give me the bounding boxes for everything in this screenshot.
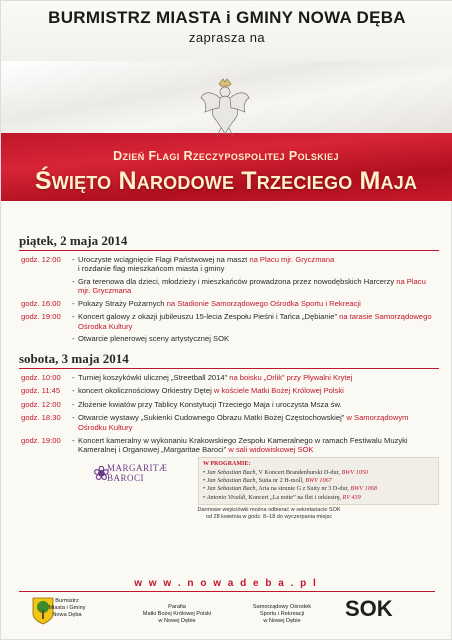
program-box — [198, 457, 439, 504]
footer-divider — [19, 591, 435, 592]
margaritae-baroci-logo — [93, 457, 198, 501]
event-time — [19, 277, 72, 296]
day-heading: sobota, 3 maja 2014 — [19, 351, 439, 369]
program-schedule — [19, 211, 439, 521]
white-eagle-emblem-icon — [199, 76, 251, 138]
event-description: Gra terenowa dla dzieci, młodzieży i mieszkańców prowadzona przez nowodębskich Harcerzy na Placu mjr. Gryczmana — [78, 276, 426, 295]
logo-burmistrz-text: Burmistrz Miasta i Gminy Nowa Dęba — [48, 598, 86, 618]
event-row: godz. 12:00 - Uroczyste wciągnięcie Flagi Państwowej na maszt na Placu mjr. Gryczmana i rozdanie flag mieszkańcom miasta i gminy — [19, 255, 439, 274]
event-description: Otwarcie wystawy „Sukienki Cudownego Obrazu Matki Bożej Częstochowskiej” w Samorządowym Ośrodku Kultury — [78, 413, 409, 432]
program-heading: W PROGRAMIE: — [203, 461, 251, 468]
sponsor-logos — [1, 596, 452, 640]
website-link[interactable]: w w w . n o w a d e b a . p l — [134, 578, 318, 589]
event-time: godz. 18:30 — [21, 413, 61, 423]
banner-subtitle: Dzień Flagi Rzeczypospolitej Polskiej — [113, 149, 339, 163]
event-description: Turniej koszykówki ulicznej „Streetball 2014” na boisku „Orlik” przy Pływalni Krytej — [78, 373, 353, 383]
event-description: Uroczyste wciągnięcie Flagi Państwowej na maszt na Placu mjr. Gryczmana i rozdanie flag mieszkańcom miasta i gminy — [78, 255, 335, 274]
day-heading: piątek, 2 maja 2014 — [19, 233, 439, 251]
event-time: godz. 12:00 — [21, 399, 61, 409]
event-description: Pokazy Straży Pożarnych na Stadionie Samorządowego Ośrodka Sportu i Rekreacji — [78, 299, 361, 309]
event-row: godz. 12:00 - Złożenie kwiatów przy Tablicy Konstytucji Trzeciego Maja i uroczysta Msza św. — [19, 400, 439, 409]
invites-text: zaprasza na — [188, 30, 266, 45]
event-row: godz. 19:00 - Koncert galowy z okazji jubileuszu 15-lecia Zespołu Pieśni i Tańca „Dębianie” na tarasie Samorządowego Ośrodka Kultury — [19, 312, 439, 331]
event-row: - Gra terenowa dla dzieci, młodzieży i mieszkańców prowadzona przez nowodębskich Harcerzy na Placu mjr. Gryczmana — [19, 277, 439, 296]
event-time: godz. 16:00 — [21, 299, 61, 309]
ticket-note: Darmowe wejściówki można odbierać w sekretariacie SOK od 28 kwietnia w godz. 8–18 do wyczerpania miejsc — [197, 506, 341, 520]
event-row: godz. 18:30 - Otwarcie wystawy „Sukienki Cudownego Obrazu Matki Bożej Częstochowskiej” w Samorządowym Ośrodku Kultury — [19, 413, 439, 432]
event-time: godz. 19:00 — [21, 312, 61, 322]
event-time: godz. 11:45 — [21, 385, 61, 395]
event-description: Złożenie kwiatów przy Tablicy Konstytucji Trzeciego Maja i uroczysta Msza św. — [78, 399, 342, 409]
concert-program — [19, 457, 439, 504]
program-item: • Jan Sebastian Bach, Suita nr 2 H-moll, BWV 1067 — [203, 477, 332, 485]
logo-sosir-text: Samorządowy Ośrodek Sportu i Rekreacji w Nowej Dębie — [252, 604, 312, 624]
event-description: Koncert galowy z okazji jubileuszu 15-lecia Zespołu Pieśni i Tańca „Dębianie” na tarasie Samorządowego Ośrodka Kultury — [78, 312, 432, 331]
program-item: • Jan Sebastian Bach, Aria na strunie G z Suity nr 3 D-dur, BWV 1068 — [203, 485, 378, 493]
event-row: godz. 19:00 - Koncert kameralny w wykonaniu Krakowskiego Zespołu Kameralnego w ramach Festiwalu Muzyki Kameralnej i Organowej „Margaritae Baroci” w sali widowiskowej SOK — [19, 436, 439, 455]
festival-logo-text: MARGARITÆ BAROCI — [107, 463, 168, 484]
program-item: • Antonio Vivaldi, Koncert „La notte” na flet i orkiestrę, RV 439 — [203, 493, 361, 501]
event-description: Koncert kameralny w wykonaniu Krakowskiego Zespołu Kameralnego w ramach Festiwalu Muzyki Kameralnej i Organowej „Margaritae Baroci” w sali widowiskowej SOK — [78, 435, 408, 455]
sok-logo: SOK — [345, 596, 393, 621]
organizer-title: BURMISTRZ MIASTA i GMINY NOWA DĘBA — [48, 8, 406, 27]
program-item: • Jan Sebastian Bach, V Koncert Brandenburski D-dur, BWV 1050 — [203, 468, 369, 476]
logo-parafia-text: Parafia Matki Bożej Królowej Polski w Nowej Dębie — [142, 604, 212, 624]
banner-title: Święto Narodowe Trzeciego Maja — [34, 167, 418, 195]
event-time: godz. 10:00 — [21, 373, 61, 383]
event-row: godz. 16:00 - Pokazy Straży Pożarnych na Stadionie Samorządowego Ośrodka Sportu i Rekreacji — [19, 299, 439, 308]
event-time — [19, 334, 72, 343]
event-description: Otwarcie plenerowej sceny artystycznej SOK — [78, 334, 230, 344]
event-time: godz. 12:00 — [21, 255, 61, 264]
event-row: - Otwarcie plenerowej sceny artystycznej SOK — [19, 334, 439, 343]
event-time: godz. 19:00 — [21, 435, 61, 445]
event-row: godz. 11:45 - koncert okolicznościowy Orkiestry Dętej w kościele Matki Bożej Królowej Polski — [19, 386, 439, 395]
event-description: koncert okolicznościowy Orkiestry Dętej w kościele Matki Bożej Królowej Polski — [78, 385, 344, 395]
flower-icon: ❀ — [93, 463, 110, 486]
event-row: godz. 10:00 - Turniej koszykówki ulicznej „Streetball 2014” na boisku „Orlik” przy Pływalni Krytej — [19, 373, 439, 382]
